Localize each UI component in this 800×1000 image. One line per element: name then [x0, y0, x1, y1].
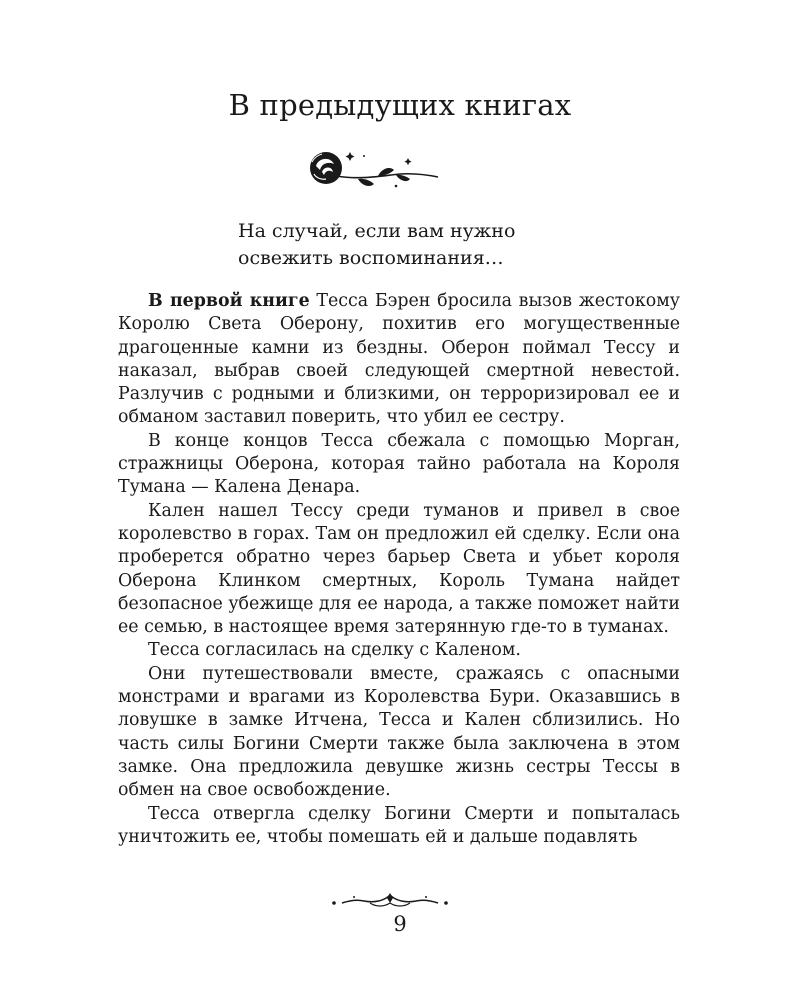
paragraph: Они путешествовали вместе, сражаясь с опасными монстрами и врагами из Королевства Бури. Оказавшись в ловушке в замке Итчена, Тесса и Кален сблизились. Но часть силы Богини Смерти также была заключена в этом замке. Она предложила девушке жизнь сестры Тессы в обмен на свое освобождение. [118, 663, 680, 801]
paragraph: В конце концов Тесса сбежала с помощью Морган, стражницы Оберона, которая тайно работала на Короля Тумана — Калена Денара. [118, 430, 680, 498]
body-text [118, 290, 680, 849]
page-number: 9 [393, 912, 407, 936]
paragraph-lead: В первой книге [148, 291, 310, 311]
epigraph-line: На случай, если вам нужно [238, 220, 516, 242]
epigraph [238, 218, 558, 272]
epigraph-line: освежить воспоминания… [238, 247, 504, 269]
paragraph: Тесса согласилась на сделку с Каленом. [148, 640, 521, 661]
chapter-title: В предыдущих книгах [228, 88, 572, 122]
paragraph: Тесса отвергла сделку Богини Смерти и попыталась уничтожить ее, чтобы помешать ей и дальше подавлять [118, 803, 680, 847]
paragraph: В первой книге Тесса Бэрен бросила вызов жестокому Королю Света Оберону, похитив его могущественные драгоценные камни из бездны. Оберон поймал Тессу и наказал, выбрав своей следующей смертной невестой. Разлучив с родными и близкими, он терроризировал ее и обманом заставил поверить, что убил ее сестру. [118, 291, 680, 428]
paragraph: Кален нашел Тессу среди туманов и привел в свое королевство в горах. Там он предложил ей сделку. Если она проберется обратно через барьер Света и убьет короля Оберона Клинком смертных, Король Тумана найдет безопасное убежище для ее народа, а также поможет найти ее семью, в настоящее время затерянную где-то в туманах. [118, 500, 680, 638]
rose-ornament-icon [300, 146, 440, 194]
